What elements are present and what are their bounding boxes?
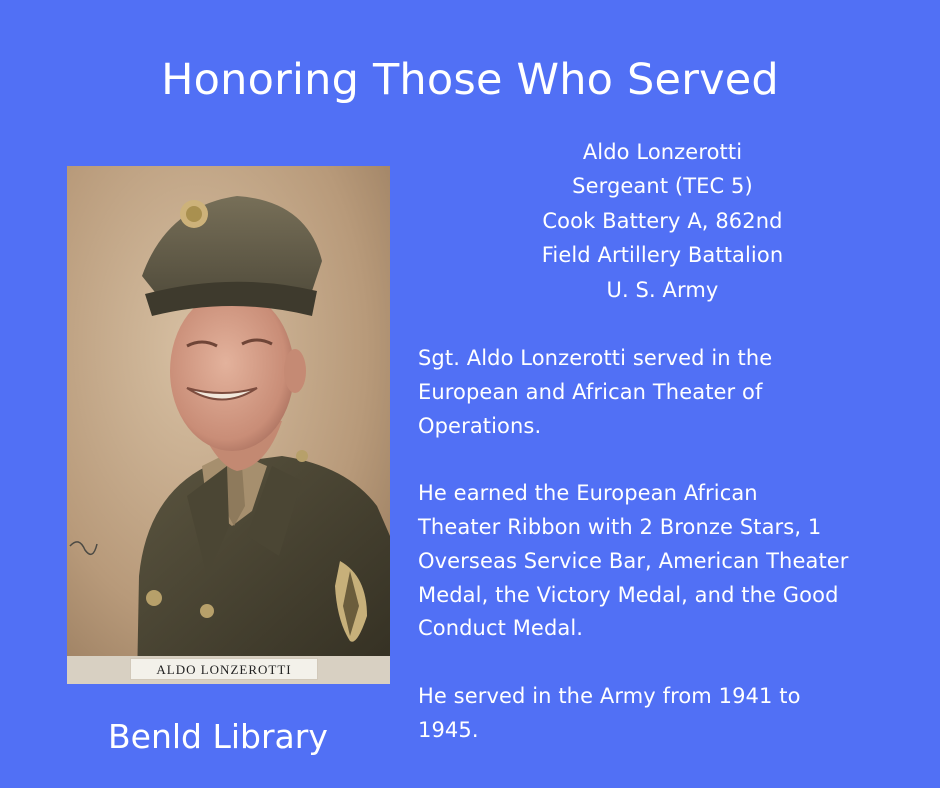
bio-paragraph-awards-line-1: He earned the European African — [418, 481, 758, 506]
bio-unit: Cook Battery A, 862nd — [542, 208, 783, 233]
photo-caption: ALDO LONZEROTTI — [130, 658, 318, 680]
page-title: Honoring Those Who Served — [161, 55, 779, 105]
bio-paragraph-awards-line-4: Medal, the Victory Medal, and the Good — [418, 582, 839, 607]
soldier-portrait-photo — [67, 166, 390, 684]
bio-paragraph-service-line-2: European and African Theater of — [418, 379, 763, 404]
bio-rank: Sergeant (TEC 5) — [572, 174, 753, 199]
soldier-portrait-illustration — [67, 166, 390, 684]
bio-header — [500, 135, 825, 307]
bio-paragraph-service-line-3: Operations. — [418, 413, 542, 438]
bio-branch: U. S. Army — [606, 277, 719, 302]
bio-body — [418, 342, 923, 781]
bio-paragraph-service-line-1: Sgt. Aldo Lonzerotti served in the — [418, 346, 773, 370]
bio-paragraph-awards-line-3: Overseas Service Bar, American Theater — [418, 548, 849, 573]
bio-paragraph-dates-line-1: He served in the Army from 1941 to — [418, 683, 801, 708]
bio-paragraph-awards-line-2: Theater Ribbon with 2 Bronze Stars, 1 — [418, 514, 822, 539]
library-name: Benld Library — [108, 717, 328, 756]
bio-paragraph-service — [418, 342, 923, 443]
bio-paragraph-dates-line-2: 1945. — [418, 717, 479, 742]
bio-paragraph-awards — [418, 477, 923, 646]
bio-name: Aldo Lonzerotti — [582, 140, 743, 164]
bio-paragraph-dates — [418, 680, 923, 748]
bio-paragraph-awards-line-5: Conduct Medal. — [418, 616, 584, 641]
bio-battalion: Field Artillery Battalion — [541, 243, 784, 268]
